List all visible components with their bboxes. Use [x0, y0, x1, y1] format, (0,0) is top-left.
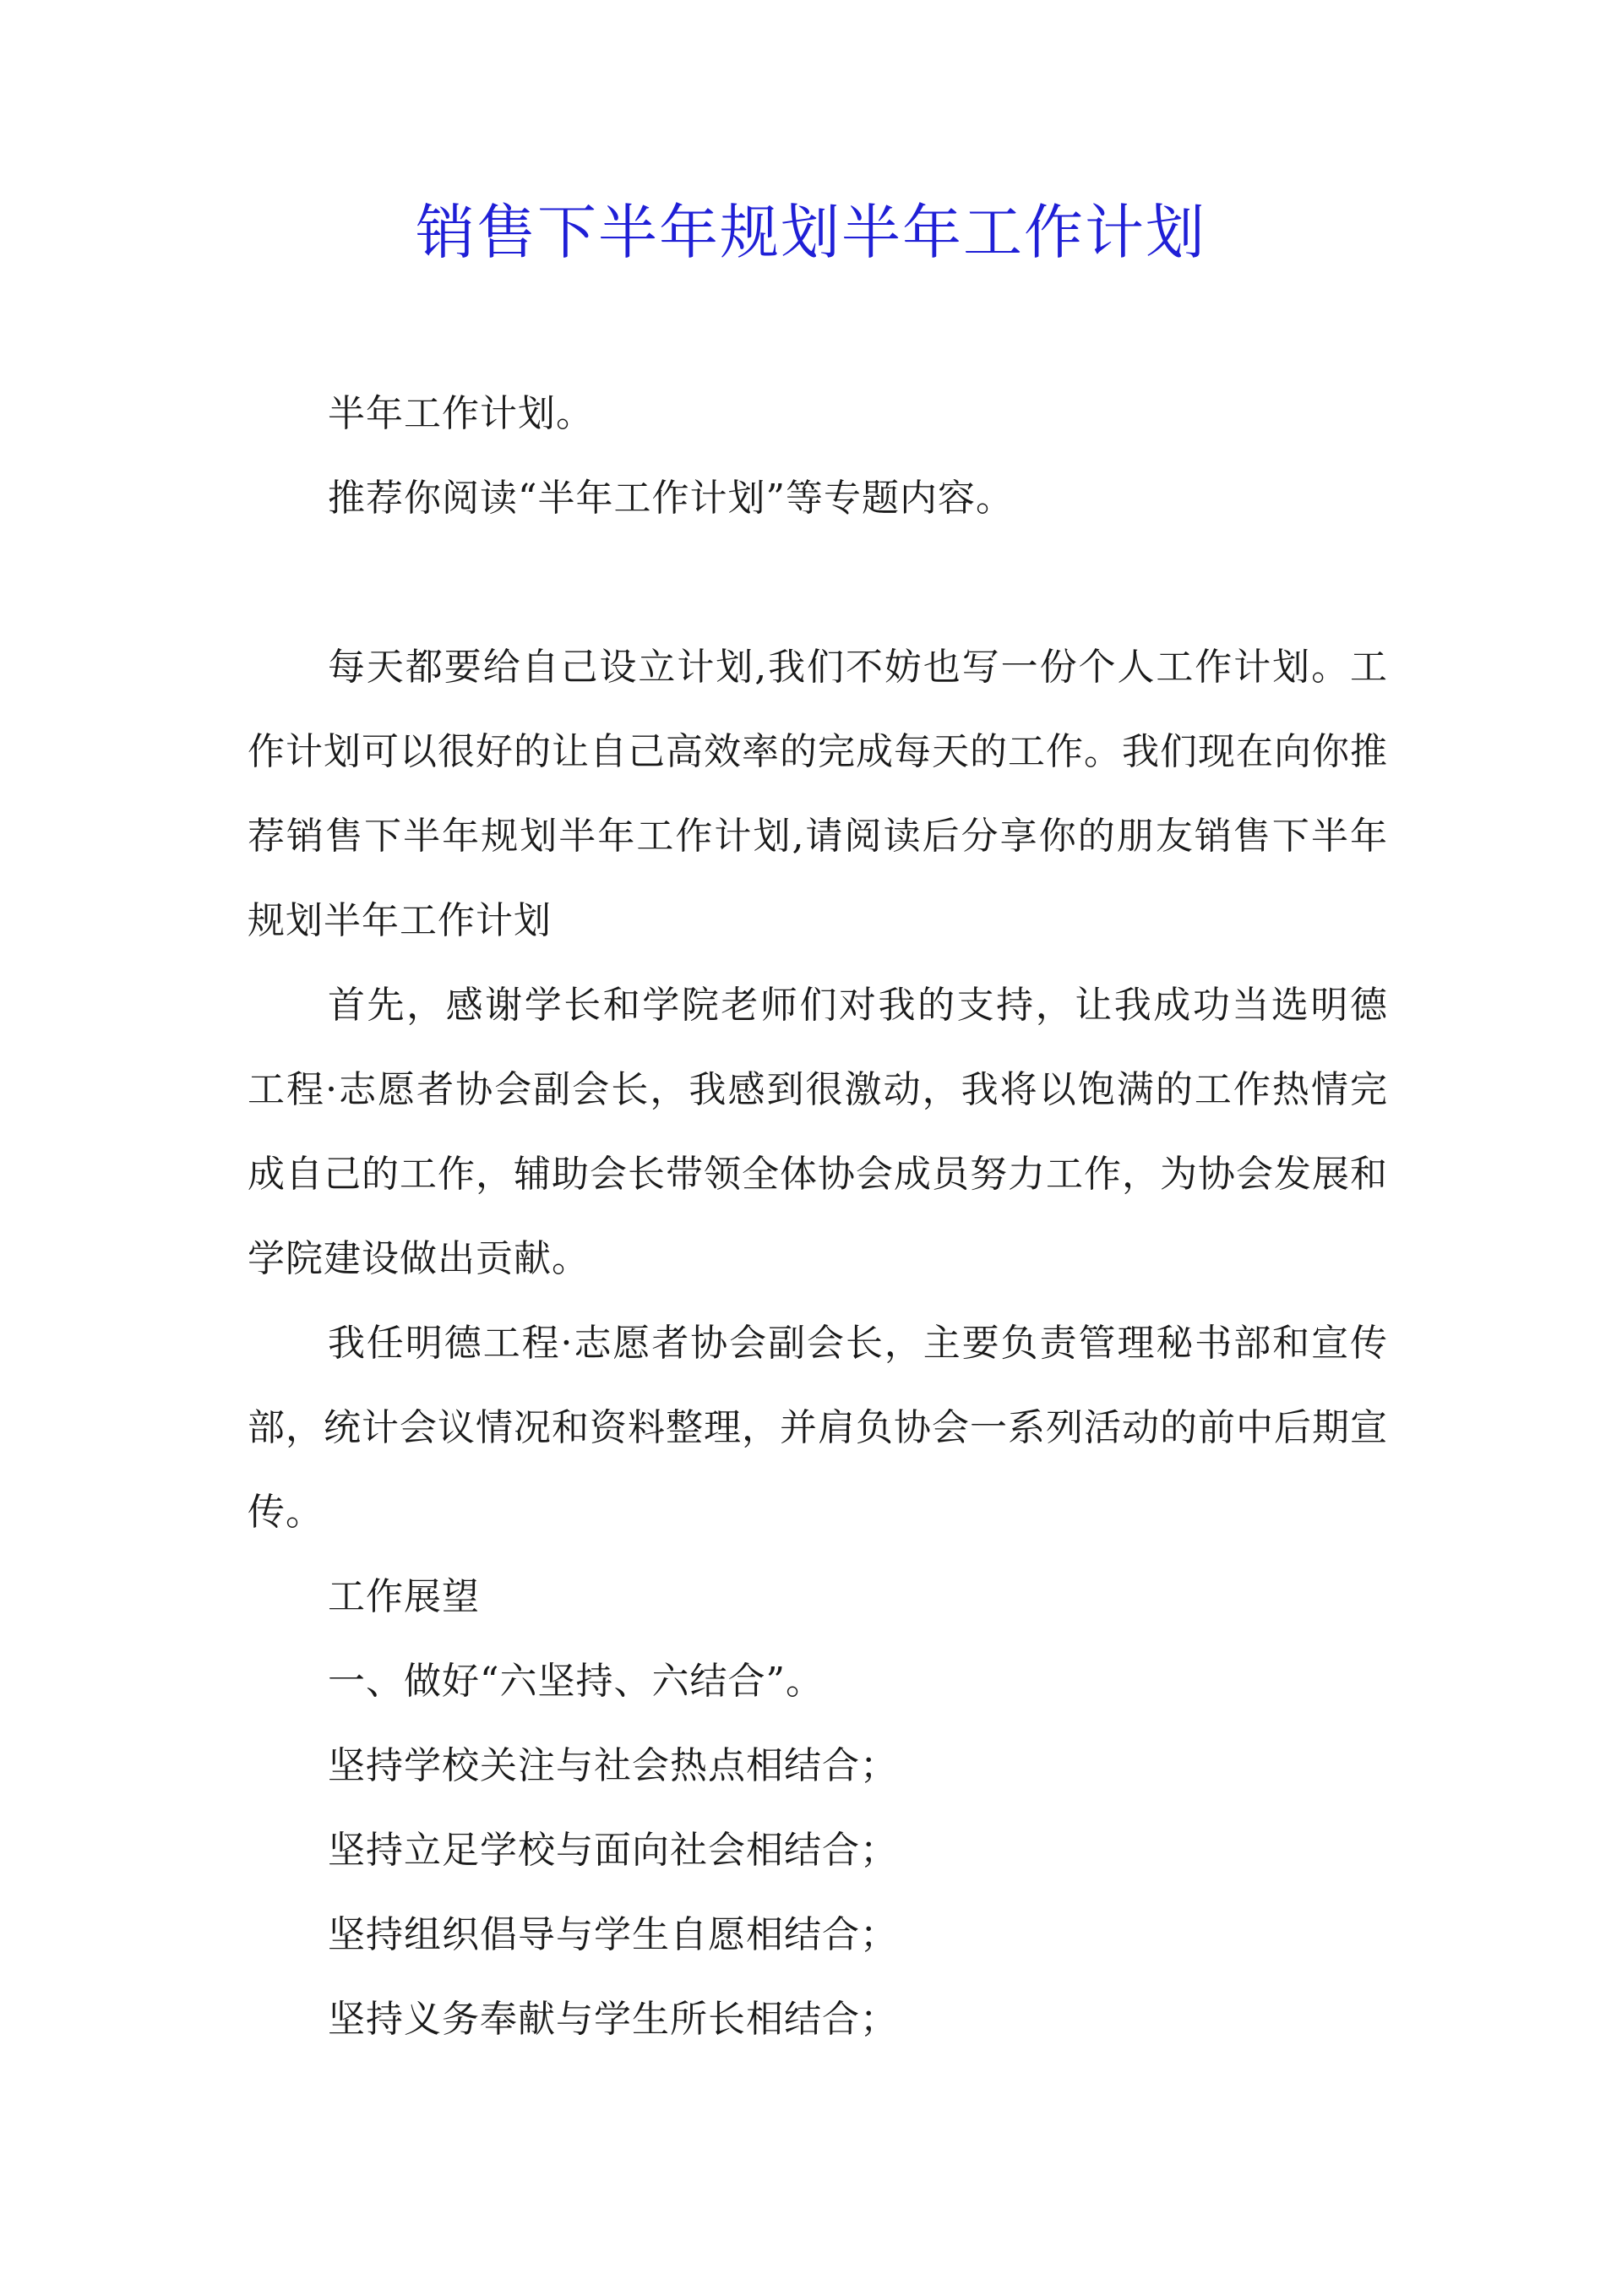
paragraph-insist-1: 坚持学校关注与社会热点相结合； — [328, 1744, 898, 1787]
paragraph-insist-2: 坚持立足学校与面向社会相结合； — [328, 1829, 898, 1872]
paragraph-outlook-heading: 工作展望 — [328, 1575, 480, 1618]
paragraph-recommend: 推荐你阅读“半年工作计划”等专题内容。 — [328, 477, 1014, 520]
blank-line — [248, 541, 1388, 625]
paragraph-daily-plan: 每天都要给自己设立计划,我们不妨也写一份个人工作计划。工作计划可以很好的让自己高效率的完成每天的工作。我们现在向你推荐销售下半年规划半年工作计划,请阅读后分享你的朋友销售下半年规划半年工作计划 — [248, 646, 1388, 942]
paragraph-insist-3: 坚持组织倡导与学生自愿相结合； — [328, 1913, 898, 1956]
paragraph-thanks: 首先，感谢学长和学院老师们对我的支持，让我成功当选明德工程·志愿者协会副会长，我感到很激动，我将以饱满的工作热情完成自己的工作，辅助会长带领全体协会成员努力工作，为协会发展和学院建设做出贡献。 — [248, 984, 1388, 1280]
paragraph-point-one: 一、做好“六坚持、六结合”。 — [328, 1660, 824, 1703]
paragraph-responsibilities: 我任明德工程·志愿者协会副会长，主要负责管理秘书部和宣传部，统计会议情况和资料整理，并肩负协会一系列活动的前中后期宣传。 — [248, 1322, 1388, 1534]
document-title: 销售下半年规划半年工作计划 — [416, 198, 1206, 267]
paragraph-intro: 半年工作计划。 — [328, 392, 594, 435]
document-body — [248, 372, 1388, 2062]
paragraph-insist-4: 坚持义务奉献与学生所长相结合； — [328, 1998, 898, 2041]
